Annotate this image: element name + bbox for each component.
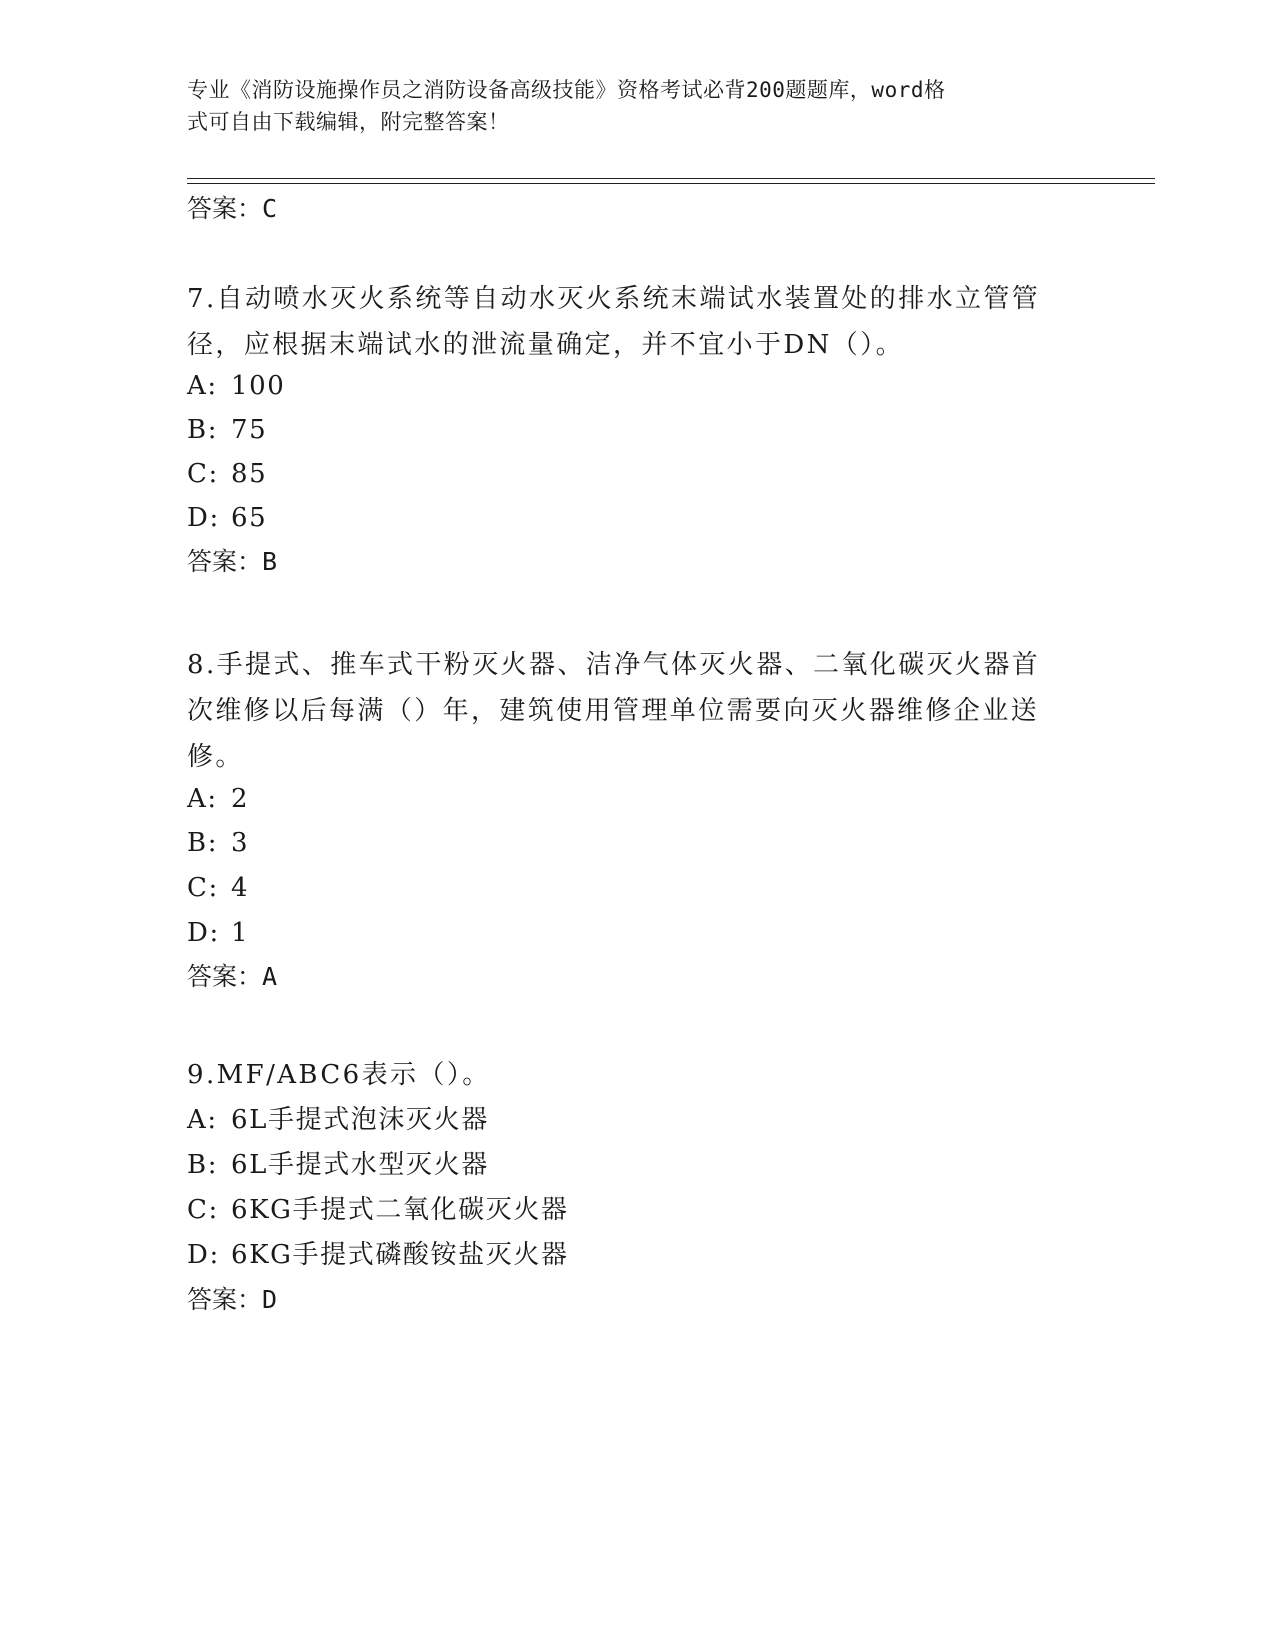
option-letter: A:: [187, 784, 218, 814]
option-text: 2: [231, 784, 250, 814]
previous-answer: 答案：C: [187, 194, 278, 223]
option-text: 1: [231, 918, 250, 948]
question-7-option-d: [187, 501, 267, 535]
option-letter: D:: [187, 918, 220, 948]
question-8-stem-line-1: 8.手提式、推车式干粉灭火器、洁净气体灭火器、二氧化碳灭火器首: [187, 650, 1041, 680]
question-9-stem-line-1: 9.MF/ABC6表示（）。: [187, 1060, 491, 1090]
option-letter: C:: [187, 1195, 219, 1225]
header-line-2: 式可自由下载编辑，附完整答案！: [187, 110, 510, 134]
option-letter: C:: [187, 873, 219, 903]
question-8-option-a: [187, 782, 249, 816]
option-letter: D:: [187, 1240, 220, 1270]
question-9-option-d: [187, 1238, 569, 1272]
option-letter: D:: [187, 503, 220, 533]
option-text: 6KG手提式二氧化碳灭火器: [231, 1195, 569, 1225]
option-letter: A:: [187, 371, 218, 401]
option-text: 6KG手提式磷酸铵盐灭火器: [231, 1240, 569, 1270]
option-text: 6L手提式泡沫灭火器: [231, 1105, 489, 1135]
question-7-answer: 答案：B: [187, 547, 278, 576]
header-divider-bottom: [187, 183, 1155, 184]
option-text: 3: [231, 828, 250, 858]
option-text: 75: [231, 415, 268, 445]
option-text: 85: [231, 459, 268, 489]
option-text: 100: [231, 371, 286, 401]
question-7-option-c: [187, 457, 267, 491]
option-letter: B:: [187, 415, 219, 445]
question-9-option-c: [187, 1193, 569, 1227]
question-9-stem: [187, 1052, 491, 1098]
option-text: 65: [231, 503, 268, 533]
option-letter: B:: [187, 1150, 219, 1180]
option-text: 6L手提式水型灭火器: [231, 1150, 489, 1180]
question-9-option-b: [187, 1148, 489, 1182]
question-8-stem-line-3: 修。: [187, 742, 244, 772]
header-divider-top: [187, 178, 1155, 179]
option-text: 4: [231, 873, 250, 903]
question-7-option-b: [187, 413, 267, 447]
option-letter: B:: [187, 828, 219, 858]
option-letter: C:: [187, 459, 219, 489]
question-8-stem-line-2: 次维修以后每满（）年，建筑使用管理单位需要向灭火器维修企业送: [187, 696, 1040, 726]
question-8-option-d: [187, 916, 249, 950]
question-8-option-b: [187, 826, 249, 860]
question-7-stem-line-1: 7.自动喷水灭火系统等自动水灭火系统末端试水装置处的排水立管管: [187, 284, 1041, 314]
question-7-stem-line-2: 径，应根据末端试水的泄流量确定，并不宜小于DN（）。: [187, 330, 904, 360]
header-line-1: 专业《消防设施操作员之消防设备高级技能》资格考试必背200题题库，word格: [187, 78, 946, 102]
question-9-option-a: [187, 1103, 489, 1137]
question-7-option-a: [187, 369, 285, 403]
document-header: [187, 74, 1067, 138]
question-8-stem: [187, 642, 1040, 780]
question-8-answer: 答案：A: [187, 962, 278, 991]
question-8-option-c: [187, 871, 249, 905]
question-7-stem: [187, 276, 1040, 368]
option-letter: A:: [187, 1105, 218, 1135]
question-9-answer: 答案：D: [187, 1285, 278, 1314]
